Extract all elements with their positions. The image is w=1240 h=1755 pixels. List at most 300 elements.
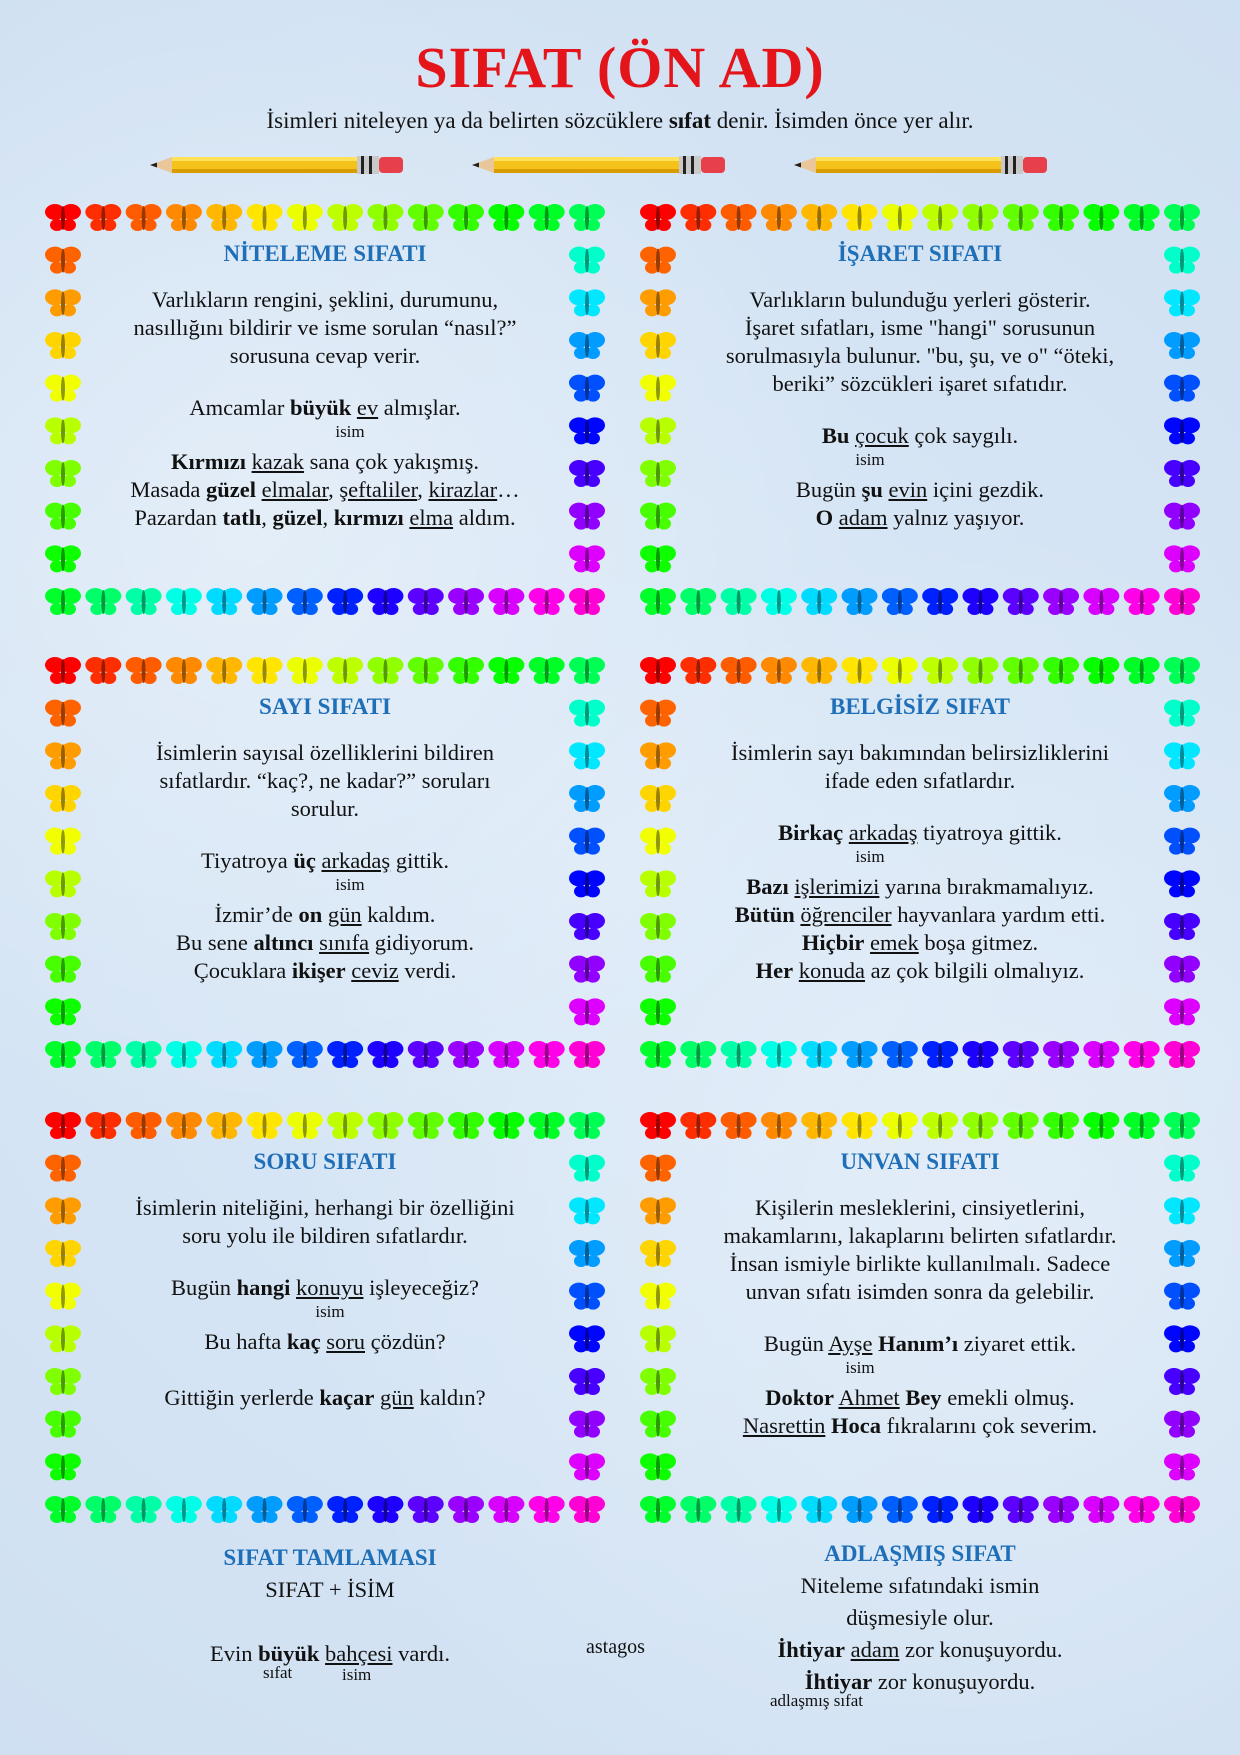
butterfly-icon (1164, 332, 1200, 359)
butterfly-icon (448, 1496, 484, 1523)
butterfly-icon (962, 1496, 998, 1523)
butterfly-icon (962, 204, 998, 231)
butterfly-icon (640, 742, 676, 769)
butterfly-icon (640, 1496, 676, 1523)
butterfly-icon (1003, 1041, 1039, 1068)
butterfly-icon (408, 657, 444, 684)
butterfly-icon (569, 1041, 605, 1068)
butterfly-icon (488, 1041, 524, 1068)
butterfly-icon (569, 417, 605, 444)
butterfly-icon (761, 588, 797, 615)
butterfly-icon (569, 247, 605, 274)
butterfly-icon (640, 503, 676, 530)
butterfly-icon (569, 1240, 605, 1267)
butterfly-icon (529, 588, 565, 615)
desc-line: makamlarını, lakaplarını belirten sıfatlardır. (723, 1223, 1117, 1248)
subtitle-bold: sıfat (668, 108, 711, 133)
butterfly-icon (367, 588, 403, 615)
butterfly-icon (640, 417, 676, 444)
desc-line: İşaret sıfatları, isme "hangi" sorusunun (744, 315, 1096, 340)
butterfly-icon (882, 1496, 918, 1523)
desc-line: İsimlerin sayısal özelliklerini bildiren (155, 740, 495, 765)
butterfly-icon (882, 1041, 918, 1068)
butterfly-icon (327, 588, 363, 615)
butterfly-icon (1164, 956, 1200, 983)
butterfly-icon (1003, 204, 1039, 231)
butterfly-icon (1164, 913, 1200, 940)
butterfly-icon (247, 1112, 283, 1139)
butterfly-icon (126, 588, 162, 615)
adlasmis-label: adlaşmış sıfat (770, 1691, 864, 1710)
butterfly-icon (922, 1112, 958, 1139)
example-sentence: O adam yalnız yaşıyor. (815, 505, 1025, 530)
isim-label: isim (845, 1358, 875, 1377)
butterfly-icon (166, 588, 202, 615)
butterfly-icon (569, 460, 605, 487)
butterfly-icon (569, 998, 605, 1025)
unvan-box (640, 1108, 1200, 1528)
butterfly-icon (640, 1453, 676, 1480)
butterfly-icon (448, 204, 484, 231)
butterfly-icon (640, 700, 676, 727)
butterfly-icon (640, 998, 676, 1025)
butterfly-icon (1164, 503, 1200, 530)
desc-line: beriki” sözcükleri işaret sıfatıdır. (772, 371, 1068, 396)
butterfly-icon (166, 1496, 202, 1523)
butterfly-icon (45, 1283, 81, 1310)
butterfly-icon (45, 785, 81, 812)
isim-label: isim (342, 1665, 372, 1684)
butterfly-icon (569, 1453, 605, 1480)
butterfly-icon (569, 588, 605, 615)
butterfly-icon (327, 204, 363, 231)
butterfly-icon (721, 657, 757, 684)
butterfly-icon (287, 1496, 323, 1523)
butterfly-icon (1003, 1112, 1039, 1139)
example-sentence: Bütün öğrenciler hayvanlara yardım etti. (734, 902, 1106, 927)
example-sentence: Masada güzel elmalar, şeftaliler, kirazlar… (130, 477, 520, 502)
butterfly-icon (962, 1041, 998, 1068)
butterfly-icon (45, 247, 81, 274)
butterfly-icon (962, 1112, 998, 1139)
butterfly-icon (529, 1112, 565, 1139)
butterfly-icon (1124, 1496, 1160, 1523)
butterfly-icon (45, 460, 81, 487)
butterfly-icon (1164, 1240, 1200, 1267)
butterfly-icon (45, 545, 81, 572)
butterfly-icon (569, 913, 605, 940)
butterfly-icon (45, 998, 81, 1025)
butterfly-icon (327, 1496, 363, 1523)
butterfly-icon (1164, 785, 1200, 812)
butterfly-icon (1164, 1496, 1200, 1523)
butterfly-icon (166, 204, 202, 231)
desc-line: sorulur. (290, 796, 360, 821)
butterfly-icon (569, 742, 605, 769)
butterfly-icon (640, 785, 676, 812)
example-sentence: Bazı işlerimizi yarına bırakmamalıyız. (746, 874, 1094, 899)
butterfly-icon (45, 742, 81, 769)
desc-line: düşmesiyle olur. (846, 1605, 994, 1630)
pencil-icon (150, 152, 410, 178)
butterfly-icon (1164, 1197, 1200, 1224)
butterfly-icon (287, 1112, 323, 1139)
butterfly-icon (85, 1496, 121, 1523)
butterfly-icon (206, 657, 242, 684)
butterfly-icon (45, 332, 81, 359)
butterfly-icon (640, 460, 676, 487)
butterfly-icon (680, 1112, 716, 1139)
butterfly-icon (1164, 1411, 1200, 1438)
desc-line: Varlıkların rengini, şeklini, durumunu, (151, 287, 499, 312)
butterfly-icon (1083, 588, 1119, 615)
section-title: SIFAT TAMLAMASI (223, 1545, 437, 1570)
butterfly-icon (1124, 1112, 1160, 1139)
butterfly-icon (45, 289, 81, 316)
butterfly-icon (367, 657, 403, 684)
butterfly-icon (1164, 870, 1200, 897)
butterfly-icon (206, 1496, 242, 1523)
butterfly-icon (1164, 1155, 1200, 1182)
example-sentence: Kırmızı kazak sana çok yakışmış. (170, 449, 480, 474)
butterfly-icon (126, 657, 162, 684)
niteleme-box (45, 200, 605, 620)
isaret-box (640, 200, 1200, 620)
butterfly-icon (680, 588, 716, 615)
butterfly-icon (206, 588, 242, 615)
butterfly-icon (1083, 1112, 1119, 1139)
watermark: astagos (586, 1636, 645, 1658)
butterfly-icon (45, 956, 81, 983)
example-sentence: Evin büyük bahçesi vardı. (209, 1641, 450, 1666)
box-title: NİTELEME SIFATI (223, 241, 427, 266)
butterfly-icon (166, 1041, 202, 1068)
desc-line: unvan sıfatı isimden sonra da gelebilir. (745, 1279, 1095, 1304)
butterfly-icon (45, 1240, 81, 1267)
section-title: ADLAŞMIŞ SIFAT (824, 1541, 1016, 1566)
butterfly-icon (882, 1112, 918, 1139)
butterfly-icon (801, 1496, 837, 1523)
butterfly-icon (1124, 1041, 1160, 1068)
butterfly-icon (1124, 657, 1160, 684)
butterfly-icon (569, 1197, 605, 1224)
butterfly-icon (1164, 588, 1200, 615)
butterfly-icon (45, 1197, 81, 1224)
butterfly-icon (45, 1325, 81, 1352)
butterfly-icon (367, 1496, 403, 1523)
butterfly-icon (45, 588, 81, 615)
butterfly-icon (166, 1112, 202, 1139)
butterfly-icon (569, 1283, 605, 1310)
butterfly-icon (1164, 700, 1200, 727)
butterfly-icon (1164, 247, 1200, 274)
butterfly-icon (1164, 1325, 1200, 1352)
box-title: İŞARET SIFATI (837, 241, 1003, 266)
example-sentence: Tiyatroya üç arkadaş gittik. (201, 848, 449, 873)
example-sentence: Birkaç arkadaş tiyatroya gittik. (778, 820, 1062, 845)
butterfly-icon (327, 1112, 363, 1139)
butterfly-icon (1164, 460, 1200, 487)
butterfly-icon (45, 204, 81, 231)
example-sentence: Çocuklara ikişer ceviz verdi. (193, 958, 457, 983)
pencil-icon (794, 152, 1054, 178)
butterfly-icon (801, 657, 837, 684)
belgisiz-box (640, 653, 1200, 1073)
isim-label: isim (855, 847, 885, 866)
desc-line: Kişilerin mesleklerini, cinsiyetlerini, (755, 1195, 1085, 1220)
butterfly-icon (45, 417, 81, 444)
butterfly-icon (448, 1041, 484, 1068)
butterfly-icon (640, 1112, 676, 1139)
example-sentence: Bu hafta kaç soru çözdün? (204, 1329, 446, 1354)
formula: SIFAT + İSİM (265, 1577, 395, 1602)
butterfly-icon (1164, 289, 1200, 316)
butterfly-icon (85, 1112, 121, 1139)
butterfly-icon (408, 1112, 444, 1139)
butterfly-icon (529, 1496, 565, 1523)
butterfly-icon (801, 204, 837, 231)
butterfly-icon (761, 1112, 797, 1139)
tamlama-section (130, 1542, 530, 1690)
butterfly-icon (247, 588, 283, 615)
example-sentence: Bu çocuk çok saygılı. (821, 423, 1019, 448)
butterfly-icon (569, 1155, 605, 1182)
butterfly-icon (842, 588, 878, 615)
example-sentence: Bu sene altıncı sınıfa gidiyorum. (175, 930, 475, 955)
butterfly-icon (569, 503, 605, 530)
butterfly-icon (922, 204, 958, 231)
butterfly-icon (680, 1041, 716, 1068)
butterfly-icon (569, 657, 605, 684)
butterfly-icon (569, 785, 605, 812)
butterfly-icon (680, 204, 716, 231)
butterfly-icon (1124, 204, 1160, 231)
butterfly-icon (569, 700, 605, 727)
butterfly-icon (45, 1155, 81, 1182)
isim-label: isim (855, 450, 885, 469)
butterfly-icon (1083, 1496, 1119, 1523)
butterfly-icon (85, 1041, 121, 1068)
butterfly-icon (1043, 657, 1079, 684)
butterfly-icon (1164, 545, 1200, 572)
butterfly-icon (45, 1496, 81, 1523)
desc-line: sıfatlardır. “kaç?, ne kadar?” soruları (159, 768, 491, 793)
butterfly-icon (640, 588, 676, 615)
example-sentence: İhtiyar zor konuşuyordu. (804, 1669, 1036, 1694)
butterfly-icon (45, 1411, 81, 1438)
butterfly-icon (529, 1041, 565, 1068)
butterfly-icon (206, 1041, 242, 1068)
butterfly-icon (640, 1155, 676, 1182)
butterfly-icon (640, 1041, 676, 1068)
butterfly-icon (408, 1041, 444, 1068)
butterfly-icon (721, 1041, 757, 1068)
butterfly-icon (126, 1496, 162, 1523)
butterfly-icon (721, 204, 757, 231)
butterfly-icon (1164, 657, 1200, 684)
butterfly-icon (247, 657, 283, 684)
butterfly-icon (761, 1041, 797, 1068)
example-sentence: Doktor Ahmet Bey emekli olmuş. (765, 1385, 1075, 1410)
desc-line: İsimlerin sayı bakımından belirsizliklerini (730, 740, 1110, 765)
butterfly-icon (640, 1325, 676, 1352)
butterfly-icon (1124, 588, 1160, 615)
butterfly-icon (640, 332, 676, 359)
butterfly-icon (126, 1112, 162, 1139)
butterfly-icon (842, 1112, 878, 1139)
butterfly-icon (1083, 204, 1119, 231)
butterfly-icon (922, 1496, 958, 1523)
butterfly-icon (962, 657, 998, 684)
butterfly-icon (327, 1041, 363, 1068)
butterfly-icon (529, 657, 565, 684)
butterfly-icon (488, 1112, 524, 1139)
butterfly-icon (448, 588, 484, 615)
butterfly-icon (45, 870, 81, 897)
butterfly-icon (287, 1041, 323, 1068)
butterfly-icon (45, 375, 81, 402)
butterfly-icon (922, 657, 958, 684)
butterfly-icon (287, 657, 323, 684)
butterfly-icon (640, 913, 676, 940)
butterfly-icon (126, 204, 162, 231)
butterfly-icon (488, 657, 524, 684)
butterfly-icon (1164, 742, 1200, 769)
butterfly-icon (640, 247, 676, 274)
subtitle-text: İsimleri niteleyen ya da belirten sözcüklere (266, 108, 669, 133)
butterfly-icon (1164, 828, 1200, 855)
butterfly-icon (640, 828, 676, 855)
example-sentence: İhtiyar adam zor konuşuyordu. (777, 1637, 1063, 1662)
example-sentence: Bugün şu evin içini gezdik. (795, 477, 1045, 502)
example-sentence: Nasrettin Hoca fıkralarını çok severim. (742, 1413, 1098, 1438)
butterfly-icon (962, 588, 998, 615)
example-sentence: Amcamlar büyük ev almışlar. (189, 395, 461, 420)
butterfly-icon (367, 204, 403, 231)
butterfly-icon (640, 289, 676, 316)
butterfly-icon (721, 1112, 757, 1139)
butterfly-icon (640, 1240, 676, 1267)
butterfly-icon (1083, 1041, 1119, 1068)
box-description (700, 286, 1140, 398)
desc-line: soru yolu ile bildiren sıfatlardır. (182, 1223, 468, 1248)
butterfly-icon (1043, 1496, 1079, 1523)
butterfly-icon (488, 588, 524, 615)
butterfly-icon (448, 657, 484, 684)
butterfly-icon (761, 657, 797, 684)
butterfly-icon (922, 1041, 958, 1068)
example-sentence: Gittiğin yerlerde kaçar gün kaldın? (164, 1385, 486, 1410)
butterfly-icon (45, 700, 81, 727)
butterfly-icon (1164, 1041, 1200, 1068)
example-sentence: Pazardan tatlı, güzel, kırmızı elma aldım. (134, 505, 516, 530)
box-description (105, 739, 545, 823)
butterfly-icon (569, 1112, 605, 1139)
butterfly-icon (1164, 204, 1200, 231)
butterfly-icon (327, 657, 363, 684)
butterfly-icon (206, 1112, 242, 1139)
example-sentence: Bugün Ayşe Hanım’ı ziyaret ettik. (763, 1331, 1077, 1356)
butterfly-icon (842, 657, 878, 684)
butterfly-icon (488, 204, 524, 231)
pencil-icon (472, 152, 732, 178)
butterfly-icon (569, 1411, 605, 1438)
butterfly-icon (85, 588, 121, 615)
butterfly-icon (801, 1041, 837, 1068)
word-labels (130, 1663, 530, 1690)
butterfly-icon (1083, 657, 1119, 684)
butterfly-icon (287, 204, 323, 231)
isim-label: isim (335, 422, 365, 441)
butterfly-icon (569, 204, 605, 231)
page-subtitle (0, 108, 1240, 134)
butterfly-icon (1164, 1112, 1200, 1139)
butterfly-icon (247, 1496, 283, 1523)
butterfly-icon (1164, 1368, 1200, 1395)
butterfly-icon (529, 204, 565, 231)
butterfly-icon (640, 204, 676, 231)
butterfly-icon (448, 1112, 484, 1139)
butterfly-icon (45, 1112, 81, 1139)
butterfly-icon (842, 204, 878, 231)
butterfly-icon (1003, 588, 1039, 615)
box-title: SORU SIFATI (253, 1149, 397, 1174)
butterfly-icon (367, 1112, 403, 1139)
butterfly-icon (569, 545, 605, 572)
butterfly-icon (367, 1041, 403, 1068)
butterfly-icon (1003, 1496, 1039, 1523)
butterfly-icon (569, 828, 605, 855)
butterfly-icon (45, 1041, 81, 1068)
example-sentence: Bugün hangi konuyu işleyeceğiz? (170, 1275, 480, 1300)
butterfly-icon (247, 1041, 283, 1068)
butterfly-icon (569, 956, 605, 983)
butterfly-icon (842, 1496, 878, 1523)
box-description (700, 1194, 1140, 1306)
butterfly-icon (408, 588, 444, 615)
butterfly-icon (1164, 375, 1200, 402)
butterfly-icon (721, 588, 757, 615)
example-sentence: Hiçbir emek boşa gitmez. (801, 930, 1039, 955)
butterfly-icon (569, 1496, 605, 1523)
butterfly-icon (801, 588, 837, 615)
box-title: UNVAN SIFATI (840, 1149, 1000, 1174)
butterfly-icon (45, 828, 81, 855)
butterfly-icon (640, 1368, 676, 1395)
desc-line: İsimlerin niteliğini, herhangi bir özelliğini (135, 1195, 515, 1220)
butterfly-icon (1164, 1283, 1200, 1310)
butterfly-icon (45, 657, 81, 684)
butterfly-icon (45, 913, 81, 940)
butterfly-icon (640, 545, 676, 572)
butterfly-icon (408, 204, 444, 231)
box-description (105, 1194, 545, 1250)
butterfly-icon (761, 204, 797, 231)
butterfly-icon (1164, 1453, 1200, 1480)
butterfly-icon (680, 657, 716, 684)
box-title: BELGİSİZ SIFAT (829, 694, 1011, 719)
butterfly-icon (1043, 1112, 1079, 1139)
butterfly-icon (882, 657, 918, 684)
butterfly-icon (126, 1041, 162, 1068)
desc-line: sorusuna cevap verir. (229, 343, 421, 368)
example-sentence: İzmir’de on gün kaldım. (214, 902, 436, 927)
butterfly-icon (842, 1041, 878, 1068)
butterfly-icon (882, 588, 918, 615)
butterfly-icon (45, 1368, 81, 1395)
butterfly-icon (640, 870, 676, 897)
butterfly-icon (569, 375, 605, 402)
